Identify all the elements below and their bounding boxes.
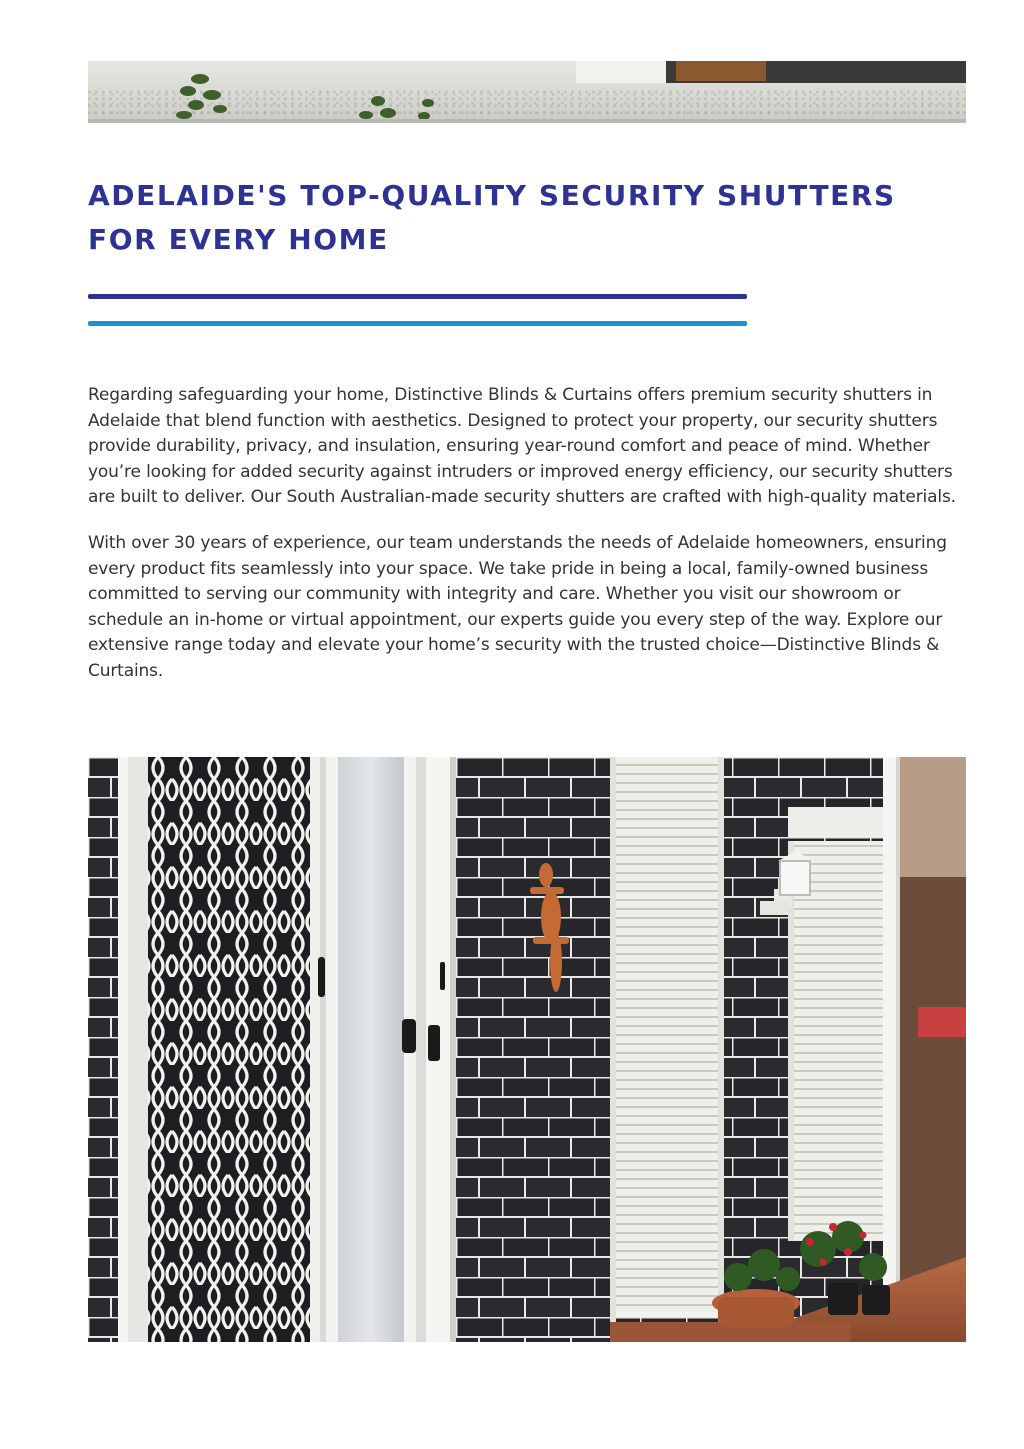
security-shutters-photo	[88, 757, 966, 1342]
shrub-illustration	[88, 61, 966, 123]
divider-navy	[88, 294, 747, 299]
page-title: ADELAIDE'S TOP-QUALITY SECURITY SHUTTERS FOR EVERY HOME	[88, 179, 896, 256]
paragraph-intro: Regarding safeguarding your home, Distinctive Blinds & Curtains offers premium security shutters in Adelaide that blend function with aesthetics. Designed to protect your property, our security shutters provide durability, privacy, and insulation, ensuring year-round comfort and peace of mind. Whether you’re looking for added security against intruders or improved energy efficiency, our security shutters are built to deliver. Our South Australian-made security shutters are crafted with high-quality materials.	[88, 385, 956, 508]
top-banner-photo	[88, 61, 966, 123]
divider-blue	[88, 321, 747, 326]
paragraph-experience: With over 30 years of experience, our team understands the needs of Adelaide homeowners, ensuring every product fits seamlessly into your space. We take pride in being a local, family-owned business committed to serving our community with integrity and care. Whether you visit our showroom or schedule an in-home or virtual appointment, our experts guide you every step of the way. Explore our extensive range today and elevate your home’s security with the trusted choice—Distinctive Blinds & Curtains.	[88, 532, 947, 681]
body-copy	[88, 383, 968, 705]
